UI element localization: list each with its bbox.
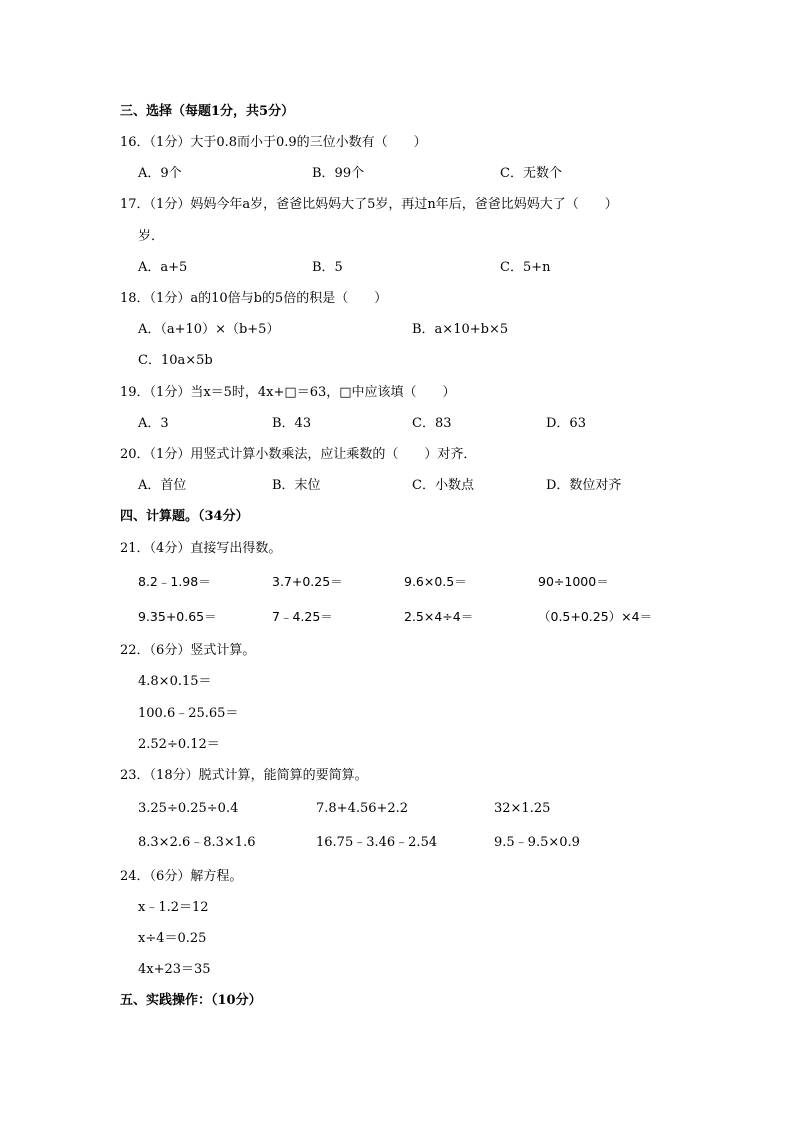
- question-22-stem: 22．（6分）竖式计算。: [120, 643, 256, 658]
- question-20-option-c: C．小数点: [412, 478, 474, 493]
- question-24-item: 4x+23＝35: [138, 962, 211, 977]
- question-19-option-c: C．83: [412, 416, 452, 431]
- question-21-item: 2.5×4÷4＝: [404, 609, 474, 624]
- question-24-item: x÷4＝0.25: [138, 931, 207, 946]
- question-21-item: 3.7+0.25＝: [272, 574, 343, 589]
- question-16-option-a: A．9个: [138, 166, 182, 181]
- question-19-option-b: B．43: [272, 416, 312, 431]
- question-23-item: 32×1.25: [494, 801, 551, 816]
- question-23-item: 7.8+4.56+2.2: [316, 801, 409, 816]
- question-17-option-a: A．a+5: [138, 260, 188, 275]
- question-23-item: 8.3×2.6﹣8.3×1.6: [138, 835, 256, 850]
- question-22-item: 2.52÷0.12＝: [138, 737, 220, 752]
- question-23-stem: 23．（18分）脱式计算，能简算的要简算。: [120, 768, 368, 783]
- question-19-option-a: A．3: [138, 416, 169, 431]
- question-21-item: 8.2﹣1.98＝: [138, 574, 211, 589]
- question-17-option-b: B．5: [312, 260, 343, 275]
- question-18-option-a: A．（a+10）×（b+5）: [138, 322, 280, 337]
- question-23-item: 16.75﹣3.46﹣2.54: [316, 835, 438, 850]
- question-16-option-b: B．99个: [312, 166, 365, 181]
- question-17-stem: 17．（1分）妈妈今年a岁，爸爸比妈妈大了5岁，再过n年后，爸爸比妈妈大了（ ）: [120, 197, 618, 212]
- question-19-option-d: D．63: [546, 416, 586, 431]
- question-22-item: 4.8×0.15＝: [138, 674, 212, 689]
- question-20-option-a: A．首位: [138, 478, 187, 493]
- question-16-option-c: C．无数个: [500, 166, 562, 181]
- question-20-option-b: B．末位: [272, 478, 321, 493]
- section-5-heading: 五、实践操作：（10分）: [120, 993, 262, 1008]
- question-24-item: x﹣1.2＝12: [138, 900, 209, 915]
- question-17-option-c: C．5+n: [500, 260, 551, 275]
- question-18-stem: 18．（1分）a的10倍与b的5倍的积是（ ）: [120, 291, 388, 306]
- question-20-option-d: D．数位对齐: [546, 478, 622, 493]
- question-19-stem: 19．（1分）当x＝5时，4x+□＝63，□中应该填（ ）: [120, 385, 456, 400]
- section-3-heading: 三、选择（每题1分，共5分）: [120, 104, 295, 119]
- section-4-heading: 四、计算题。（34分）: [120, 509, 249, 524]
- question-20-stem: 20．（1分）用竖式计算小数乘法，应让乘数的（ ）对齐．: [120, 447, 477, 462]
- question-18-option-c: C．10a×5b: [138, 353, 213, 368]
- question-21-item: 7﹣4.25＝: [272, 609, 333, 624]
- question-23-item: 9.5﹣9.5×0.9: [494, 835, 580, 850]
- question-17-stem-continued: 岁．: [138, 229, 165, 244]
- question-21-item: （0.5+0.25）×4＝: [538, 609, 653, 624]
- question-21-item: 9.35+0.65＝: [138, 609, 217, 624]
- question-16-stem: 16．（1分）大于0.8而小于0.9的三位小数有（ ）: [120, 135, 427, 150]
- question-18-option-b: B．a×10+b×5: [412, 322, 509, 337]
- question-21-stem: 21．（4分）直接写出得数。: [120, 541, 282, 556]
- question-21-item: 90÷1000＝: [538, 574, 609, 589]
- question-22-item: 100.6﹣25.65＝: [138, 706, 239, 721]
- question-24-stem: 24．（6分）解方程。: [120, 869, 243, 884]
- question-23-item: 3.25÷0.25÷0.4: [138, 801, 239, 816]
- question-21-item: 9.6×0.5＝: [404, 574, 467, 589]
